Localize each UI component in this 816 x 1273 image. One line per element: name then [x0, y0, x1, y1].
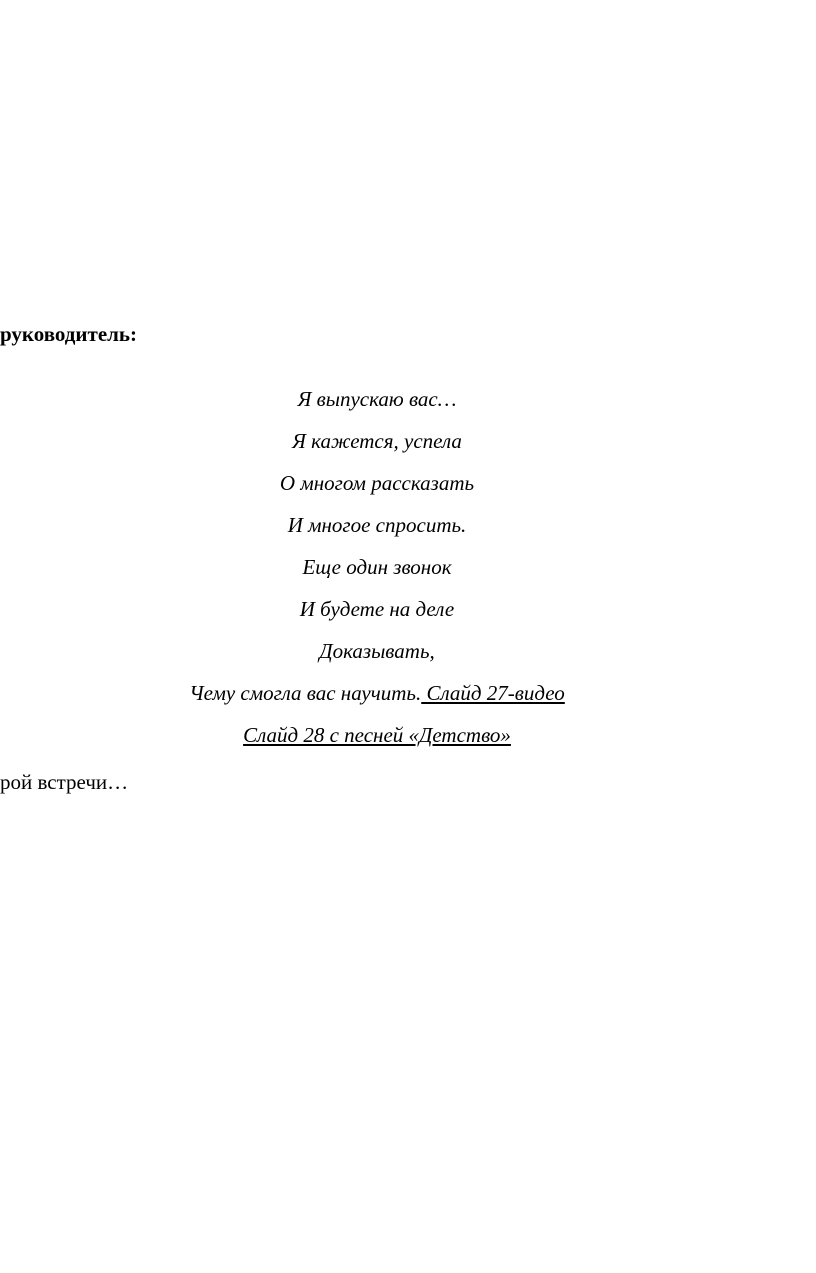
- speaker-label: руководитель:: [0, 322, 138, 346]
- poem-line-1: Я выпускаю вас…: [297, 387, 457, 411]
- closing-text: рой встречи…: [0, 770, 129, 794]
- poem-line-2: Я кажется, успела: [292, 429, 462, 453]
- poem-line-6: И будете на деле: [299, 597, 455, 621]
- poem-line-7: Доказывать,: [319, 639, 435, 663]
- poem-line-9: [0, 720, 754, 762]
- poem-line-3: О многом рассказать: [279, 471, 475, 495]
- poem-line-8-text: Чему смогла вас научить.: [189, 681, 422, 705]
- slide-28-reference: Слайд 28 с песней «Детство»: [243, 723, 511, 747]
- poem-line-8: [0, 678, 754, 720]
- poem-line-4: И многое спросить.: [287, 513, 467, 537]
- poem-line-5: Еще один звонок: [302, 555, 452, 579]
- poem-block: [0, 384, 754, 762]
- slide-27-reference: Слайд 27-видео: [421, 681, 565, 705]
